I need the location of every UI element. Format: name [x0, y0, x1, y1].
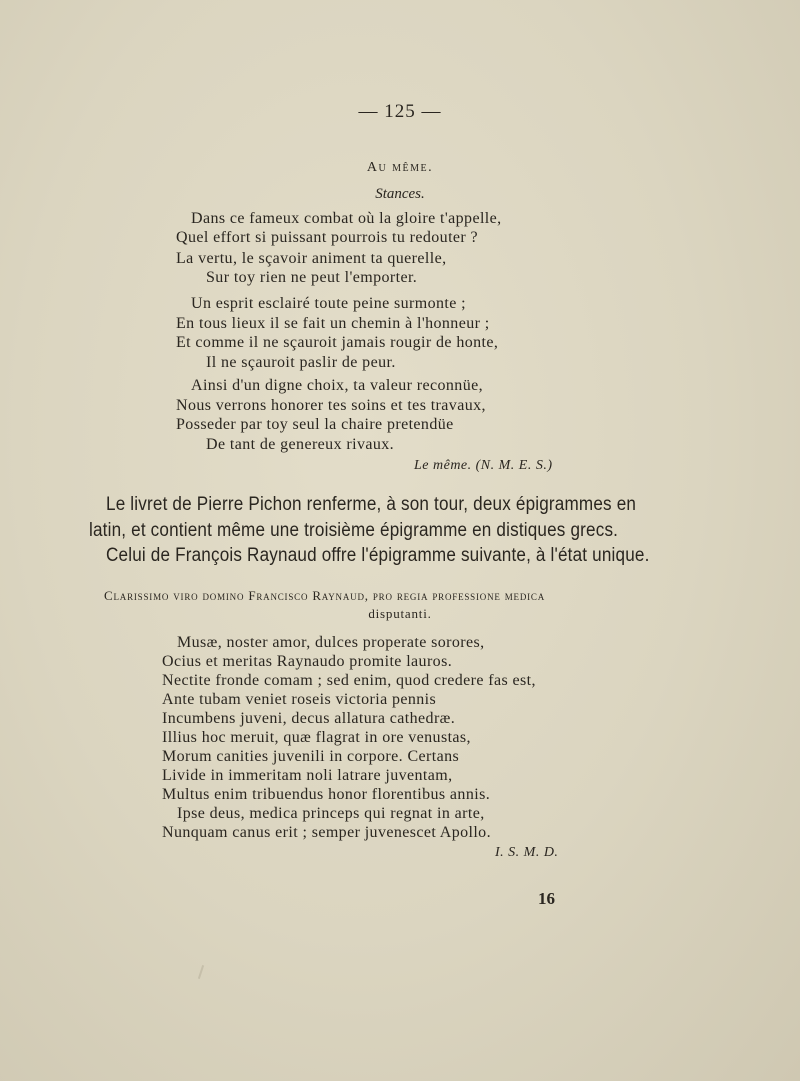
latin-verse-line: Nectite fronde comam ; sed enim, quod credere fas est,	[162, 672, 536, 689]
poem-signature: Le même. (N. M. E. S.)	[414, 458, 553, 473]
verse-line: Dans ce fameux combat où la gloire t'appelle,	[191, 210, 502, 227]
poem-heading: Au même.	[366, 160, 434, 175]
verse-line: Et comme il ne sçauroit jamais rougir de honte,	[176, 334, 499, 351]
prose-line: latin, et contient même une troisième épigramme en distiques grecs.	[89, 520, 619, 541]
verse-line: Il ne sçauroit paslir de peur.	[206, 354, 396, 371]
verse-line: La vertu, le sçavoir animent ta querelle,	[176, 250, 447, 267]
verse-line: De tant de genereux rivaux.	[206, 436, 395, 453]
paper-blemish	[198, 965, 204, 979]
page-number: — 125 —	[358, 101, 442, 122]
latin-verse-line: Nunquam canus erit ; semper juvenescet Apollo.	[162, 824, 491, 841]
prose-line: Le livret de Pierre Pichon renferme, à son tour, deux épigrammes en	[106, 494, 637, 515]
signature-mark: 16	[538, 889, 555, 908]
verse-line: Un esprit esclairé toute peine surmonte ;	[191, 295, 466, 312]
verse-line: Quel effort si puissant pourrois tu redouter ?	[176, 229, 479, 246]
latin-verse-line: Livide in immeritam noli latrare juventam,	[162, 767, 453, 784]
latin-verse-line: Ocius et meritas Raynaudo promite lauros.	[162, 653, 453, 670]
epigram-heading-continuation: disputanti.	[368, 606, 432, 621]
verse-line: Ainsi d'un digne choix, ta valeur reconnüe,	[191, 377, 484, 394]
latin-verse-line: Multus enim tribuendus honor florentibus annis.	[162, 786, 491, 803]
latin-verse-line: Illius hoc meruit, quæ flagrat in ore venustas,	[162, 729, 471, 746]
latin-verse-line: Incumbens juveni, decus allatura cathedræ.	[162, 710, 456, 727]
verse-line: En tous lieux il se fait un chemin à l'honneur ;	[176, 315, 490, 332]
prose-line: Celui de François Raynaud offre l'épigramme suivante, à l'état unique.	[106, 545, 650, 566]
latin-verse-line: Musæ, noster amor, dulces properate sorores,	[177, 634, 485, 651]
epigram-signature: I. S. M. D.	[495, 845, 559, 860]
verse-line: Posseder par toy seul la chaire pretendüe	[176, 416, 454, 433]
latin-verse-line: Ipse deus, medica princeps qui regnat in arte,	[177, 805, 485, 822]
latin-verse-line: Ante tubam veniet roseis victoria pennis	[162, 691, 437, 708]
latin-verse-line: Morum canities juvenili in corpore. Certans	[162, 748, 460, 765]
verse-line: Nous verrons honorer tes soins et tes travaux,	[176, 397, 486, 414]
poem-subheading: Stances.	[375, 186, 425, 202]
epigram-heading-line: Clarissimo viro domino Francisco Raynaud, pro regia professione medica	[104, 588, 546, 603]
epigram-heading	[104, 588, 545, 604]
verse-line: Sur toy rien ne peut l'emporter.	[206, 269, 418, 286]
